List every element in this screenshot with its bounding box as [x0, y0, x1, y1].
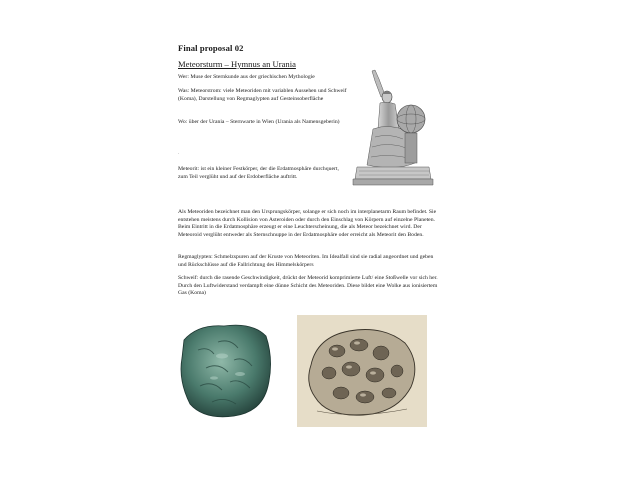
green-meteorite-image: [178, 320, 274, 420]
paragraph-regmaglypten: Regmaglypten: Schmelzspuren auf der Kruste von Meteoriten. Im Idealfall sind sie radial angeordnet und geben und Rückschlüsse auf die Fallrichtung des Himmelskörpers: [178, 254, 434, 268]
paragraph-was: Was: Meteorstrom: viele Meteoriden mit variablen Aussehen und Schweif (Koma), Darstellung von Regmaglypten auf Gesteinsoberfläche: [178, 88, 347, 102]
paragraph-meteoriden: Als Meteoriden bezeichnet man den Ursprungskörper, solange er sich noch im interplanetarm Raum befindet. Sie entstehen meistens durch Kollision von Asteroiden oder durch den Einschlag von Körpern auf einzelne Planeten. Beim Eintritt in die Erdatmosphäre erzeugt er eine Leuchterscheinung, die als Meteor bezeichnet wird. Der Meteoroid verglüht entweder als Sternschnuppe in der Erdatmosphäre oder erreicht als Meteorit den Boden.: [178, 209, 437, 238]
document-subtitle: Meteorsturm – Hymnus an Urania: [178, 59, 296, 69]
urania-statue-image: [345, 67, 437, 197]
paragraph-schweif: Schweif: durch die rasende Geschwindigkeit, drückt der Meteorid komprimierte Luft/ eine Stoßwelle vor sich her. Durch den Luftwiderstand verdampft eine dünne Schicht des Meteoriden. Diese bildet eine Wolke aus ionisiertem Gas (Koma): [178, 275, 438, 296]
document-title: Final proposal 02: [178, 43, 244, 53]
meteorite-etching-image: [297, 315, 427, 427]
paragraph-wo: Wo: über der Urania – Sternwarte in Wien (Urania als Namensgeberin): [178, 119, 340, 125]
paragraph-wer: Wer: Muse der Sternkunde aus der griechischen Mythologie: [178, 74, 315, 80]
paragraph-meteorit: Meteorit: ist ein kleiner Festkörper, der die Erdatmosphäre durchquert, zum Teil verglüht und auf der Erdoberfläche auftritt.: [178, 166, 339, 180]
paragraph-dot: .: [178, 150, 180, 156]
